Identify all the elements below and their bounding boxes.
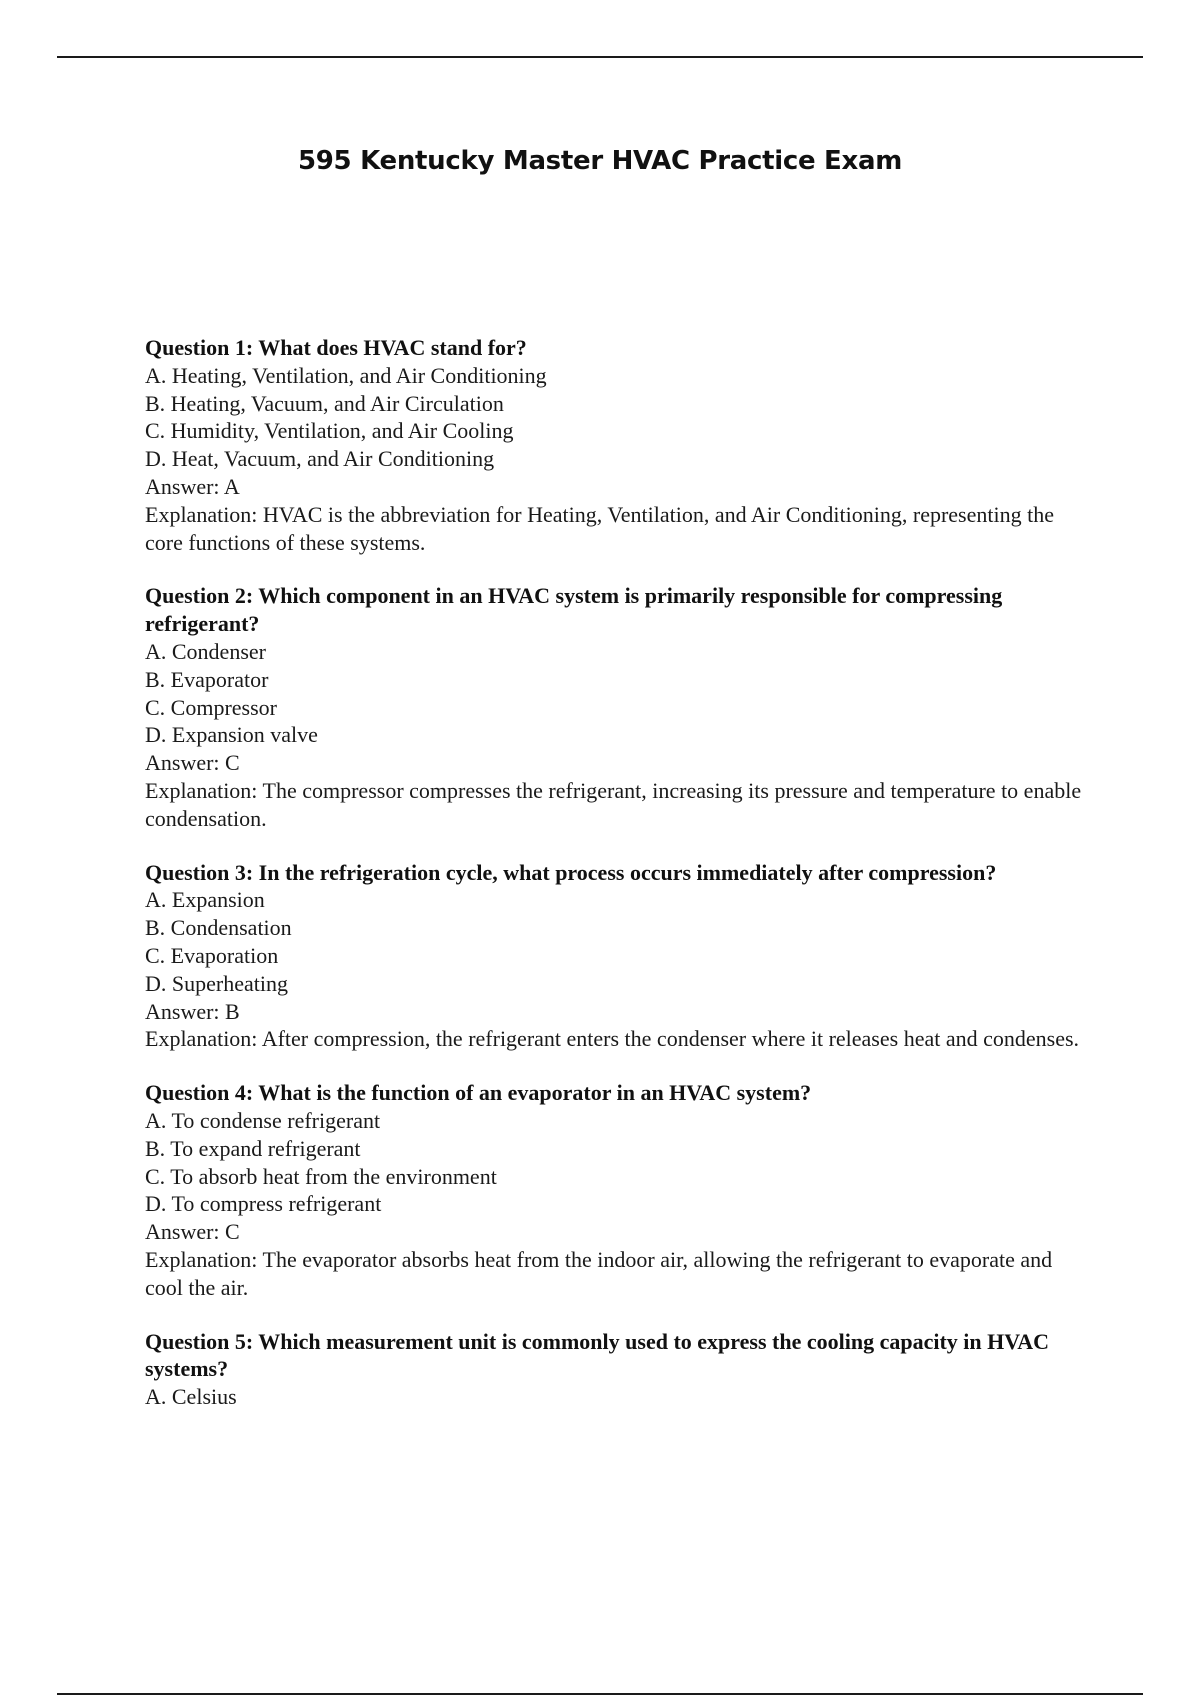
document-title: 595 Kentucky Master HVAC Practice Exam (297, 146, 903, 176)
explanation-text: Explanation: HVAC is the abbreviation for Heating, Ventilation, and Air Conditioning, representing the core functions of these systems. (145, 501, 1054, 555)
option-c: C. Compressor (145, 694, 277, 720)
question-text: Question 2: Which component in an HVAC system is primarily responsible for compressing refrigerant? (145, 583, 1003, 637)
explanation-text: Explanation: The evaporator absorbs heat from the indoor air, allowing the refrigerant to evaporate and cool the air. (145, 1246, 1053, 1300)
option-a: A. To condense refrigerant (145, 1107, 381, 1133)
top-rule (57, 56, 1143, 58)
question-block-3 (145, 859, 1095, 1054)
question-block-2 (145, 582, 1095, 832)
option-c: C. Evaporation (145, 942, 279, 968)
explanation-text: Explanation: The compressor compresses the refrigerant, increasing its pressure and temperature to enable condensation. (145, 777, 1082, 831)
option-c: C. To absorb heat from the environment (145, 1163, 497, 1189)
answer-text: Answer: C (145, 750, 240, 776)
question-text: Question 1: What does HVAC stand for? (145, 335, 527, 360)
option-b: B. Heating, Vacuum, and Air Circulation (145, 390, 504, 416)
question-text: Question 5: Which measurement unit is commonly used to express the cooling capacity in HVAC systems? (145, 1328, 1050, 1382)
question-list (145, 334, 1095, 1437)
bottom-rule (57, 1693, 1143, 1695)
option-a: A. Heating, Ventilation, and Air Conditioning (145, 362, 547, 388)
question-text: Question 4: What is the function of an evaporator in an HVAC system? (145, 1080, 812, 1106)
option-a: A. Expansion (145, 887, 265, 913)
option-d: D. To compress refrigerant (145, 1191, 382, 1217)
option-d: D. Superheating (145, 970, 288, 996)
option-d: D. Heat, Vacuum, and Air Conditioning (145, 446, 495, 472)
question-block-5 (145, 1328, 1095, 1411)
answer-text: Answer: A (145, 473, 240, 499)
explanation-text: Explanation: After compression, the refrigerant enters the condenser where it releases heat and condenses. (145, 1026, 1080, 1052)
option-b: B. Condensation (145, 915, 292, 941)
option-c: C. Humidity, Ventilation, and Air Cooling (145, 418, 514, 444)
answer-text: Answer: B (145, 998, 240, 1024)
option-a: A. Condenser (145, 638, 266, 664)
question-block-4 (145, 1079, 1095, 1301)
option-a: A. Celsius (145, 1384, 237, 1410)
option-b: B. Evaporator (145, 666, 269, 692)
question-block-1 (145, 334, 1095, 556)
option-d: D. Expansion valve (145, 722, 318, 748)
question-text: Question 3: In the refrigeration cycle, what process occurs immediately after compression? (145, 859, 997, 885)
option-b: B. To expand refrigerant (145, 1135, 361, 1161)
answer-text: Answer: C (145, 1219, 240, 1245)
